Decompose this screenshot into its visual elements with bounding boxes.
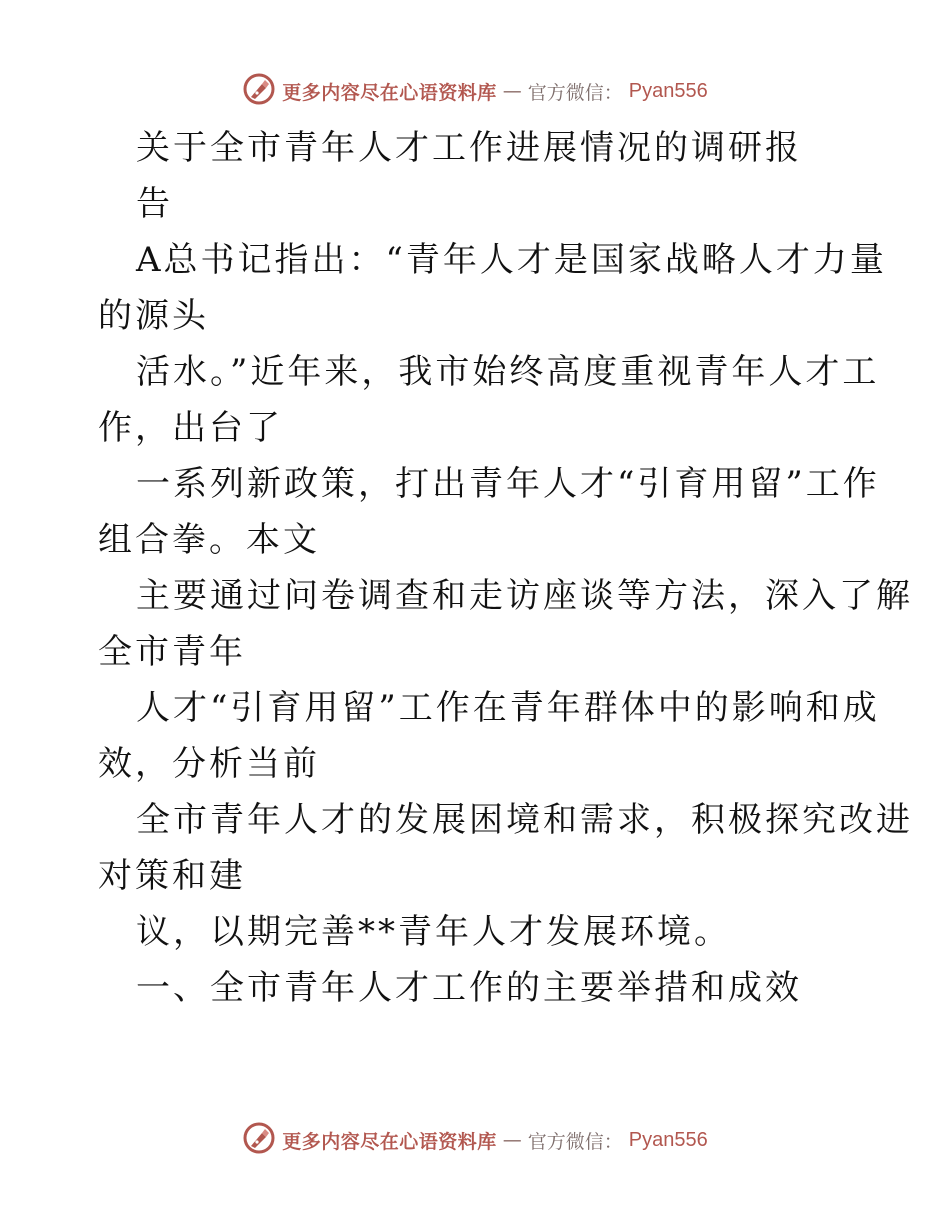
paragraph-line: 活水。”近年来，我市始终高度重视青年人才工: [136, 352, 880, 392]
paragraph-line: 议，以期完善**青年人才发展环境。: [136, 912, 731, 952]
paragraph-line: 组合拳。本文: [98, 520, 320, 560]
paragraph-line: 对策和建: [98, 856, 246, 896]
watermark-wechat-label: 官方微信：: [527, 81, 623, 104]
paragraph-line: 全市青年人才的发展困境和需求，积极探究改进: [136, 800, 913, 840]
paragraph-line: 作，出台了: [98, 408, 283, 448]
paragraph-line: 人才“引育用留”工作在青年群体中的影响和成: [136, 688, 880, 728]
paragraph-line: 全市青年: [98, 632, 246, 672]
document-title-line-1: 关于全市青年人才工作进展情况的调研报: [136, 128, 802, 168]
paragraph-line: 效，分析当前: [98, 744, 320, 784]
paragraph-line: A总书记指出：“青年人才是国家战略人才力量: [136, 240, 887, 280]
document-body: [98, 120, 913, 1016]
watermark-main-text: 更多内容尽在心语资料库: [282, 1130, 497, 1153]
footer-watermark: [0, 1120, 950, 1160]
watermark-separator: —: [502, 80, 522, 102]
paragraph-line: 的源头: [98, 296, 209, 336]
pen-nib-logo-icon: [242, 72, 276, 110]
paragraph-line: 一系列新政策，打出青年人才“引育用留”工作: [136, 464, 880, 504]
watermark-wechat-id: Pyan556: [628, 79, 708, 102]
section-heading: 一、全市青年人才工作的主要举措和成效: [136, 968, 802, 1008]
watermark-main-text: 更多内容尽在心语资料库: [282, 81, 497, 104]
header-watermark: [0, 71, 950, 111]
pen-nib-logo-icon: [242, 1121, 276, 1159]
paragraph-line: 主要通过问卷调查和走访座谈等方法，深入了解: [136, 576, 913, 616]
watermark-wechat-id: Pyan556: [628, 1128, 708, 1151]
document-title-line-2: 告: [136, 184, 173, 224]
watermark-separator: —: [502, 1129, 522, 1151]
watermark-wechat-label: 官方微信：: [527, 1130, 623, 1153]
